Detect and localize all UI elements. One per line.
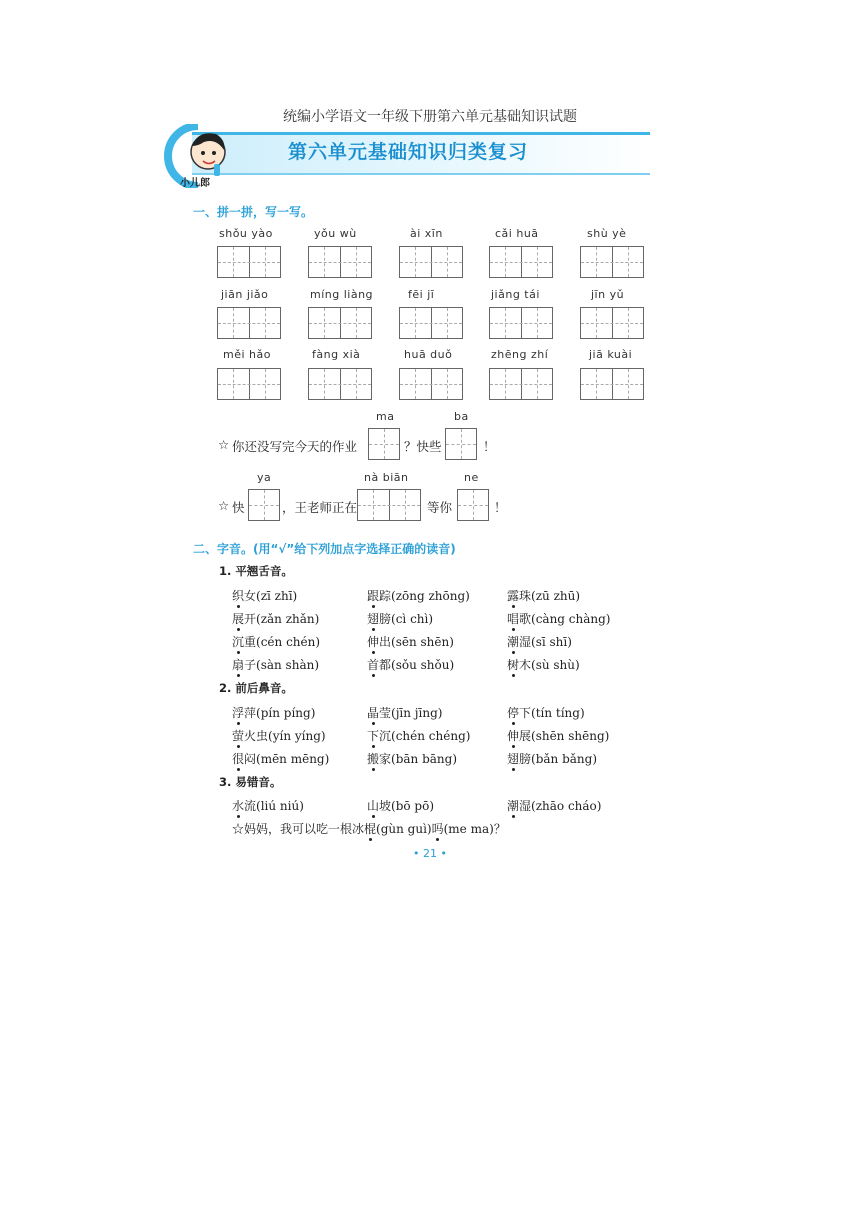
reading-item[interactable]: 下沉(chén chéng): [367, 729, 471, 743]
banner-title: 第六单元基础知识归类复习: [288, 141, 529, 163]
reading-item[interactable]: 搬家(bān bāng): [367, 752, 458, 766]
writing-box[interactable]: [489, 368, 553, 400]
reading-item[interactable]: 晶莹(jīn jīng): [367, 706, 443, 720]
pinyin-label: cǎi huā: [495, 227, 539, 240]
writing-box[interactable]: [308, 368, 372, 400]
reading-item[interactable]: 停下(tín tíng): [507, 706, 585, 720]
sentence-star: ☆: [218, 498, 230, 513]
writing-box[interactable]: [580, 246, 644, 278]
reading-item[interactable]: 萤火虫(yín yíng): [232, 729, 326, 743]
writing-box[interactable]: [217, 368, 281, 400]
section1-heading: 一、拼一拼，写一写。: [193, 205, 314, 219]
pinyin-label: ya: [257, 471, 272, 484]
reading-item[interactable]: 唱歌(càng chàng): [507, 612, 611, 626]
sentence-text: ，王老师正在: [282, 500, 358, 515]
pinyin-label: fēi jī: [408, 288, 435, 301]
writing-box[interactable]: [399, 368, 463, 400]
sentence-star: ☆: [218, 437, 230, 452]
sentence-text: ！: [494, 500, 507, 515]
reading-item[interactable]: 浮萍(pín píng): [232, 706, 316, 720]
group-title: 3. 易错音。: [219, 775, 282, 789]
reading-item[interactable]: 树木(sù shù): [507, 658, 580, 672]
pinyin-label: ne: [464, 471, 479, 484]
pinyin-label: shǒu yào: [219, 227, 273, 240]
writing-box[interactable]: [457, 489, 489, 521]
reading-item[interactable]: 伸展(shēn shēng): [507, 729, 610, 743]
reading-item[interactable]: 跟踪(zōng zhōng): [367, 589, 470, 603]
sentence-text: 快: [232, 500, 245, 515]
writing-box[interactable]: [399, 307, 463, 339]
reading-item[interactable]: 伸出(sēn shēn): [367, 635, 454, 649]
group-title: 2. 前后鼻音。: [219, 681, 293, 695]
pinyin-label: ba: [454, 410, 469, 423]
writing-box[interactable]: [357, 489, 421, 521]
pinyin-label: jiān jiǎo: [221, 288, 269, 301]
sentence-text: 你还没写完今天的作业: [232, 439, 358, 454]
reading-item[interactable]: 很闷(mēn mēng): [232, 752, 330, 766]
pinyin-label: zhēng zhí: [491, 348, 549, 361]
logo-label: 小儿郎: [180, 178, 210, 189]
writing-box[interactable]: [368, 428, 400, 460]
reading-item[interactable]: 潮湿(sī shī): [507, 635, 572, 649]
reading-item[interactable]: 织女(zī zhī): [232, 589, 298, 603]
pinyin-label: shù yè: [587, 227, 627, 240]
writing-box[interactable]: [580, 307, 644, 339]
reading-item[interactable]: 沉重(cén chén): [232, 635, 321, 649]
sentence-text: 等你: [427, 500, 453, 515]
reading-item[interactable]: 潮湿(zhāo cháo): [507, 799, 602, 813]
writing-box[interactable]: [489, 307, 553, 339]
reading-item[interactable]: 扇子(sàn shàn): [232, 658, 320, 672]
pinyin-label: měi hǎo: [223, 348, 271, 361]
pinyin-label: fàng xià: [312, 348, 361, 361]
reading-item[interactable]: 首都(sǒu shǒu): [367, 658, 455, 672]
pinyin-label: ma: [376, 410, 395, 423]
writing-box[interactable]: [308, 307, 372, 339]
pinyin-label: ài xīn: [410, 227, 443, 240]
group-title: 1. 平翘舌音。: [219, 564, 293, 578]
pinyin-label: míng liàng: [310, 288, 374, 301]
pinyin-label: jiā kuài: [589, 348, 633, 361]
pinyin-label: yǒu wù: [314, 227, 357, 240]
writing-box[interactable]: [248, 489, 280, 521]
pinyin-label: nà biān: [364, 471, 409, 484]
unit-banner: [158, 124, 650, 189]
writing-box[interactable]: [399, 246, 463, 278]
document-title: 统编小学语文一年级下册第六单元基础知识试题: [283, 109, 577, 125]
reading-item[interactable]: 展开(zǎn zhǎn): [232, 612, 320, 626]
section2-heading: 二、字音。(用“√”给下列加点字选择正确的读音): [193, 542, 456, 556]
reading-item[interactable]: 水流(liú niú): [232, 799, 304, 813]
reading-sentence[interactable]: ☆妈妈，我可以吃一根冰棍(gùn guì)吗(me ma)？: [232, 822, 506, 836]
reading-item[interactable]: 露珠(zū zhū): [507, 589, 581, 603]
writing-box[interactable]: [580, 368, 644, 400]
reading-item[interactable]: 翅膀(bǎn bǎng): [507, 752, 598, 766]
writing-box[interactable]: [308, 246, 372, 278]
writing-box[interactable]: [217, 246, 281, 278]
writing-box[interactable]: [489, 246, 553, 278]
writing-box[interactable]: [445, 428, 477, 460]
reading-item[interactable]: 山坡(bō pō): [367, 799, 435, 813]
pinyin-label: jiǎng tái: [491, 288, 540, 301]
pinyin-label: huā duǒ: [404, 348, 453, 361]
reading-item[interactable]: 翅膀(cì chì): [367, 612, 434, 626]
page-number: • 21 •: [413, 847, 447, 860]
writing-box[interactable]: [217, 307, 281, 339]
sentence-text: ！: [483, 439, 496, 454]
sentence-text: ？快些: [404, 439, 442, 454]
pinyin-label: jīn yǔ: [591, 288, 625, 301]
